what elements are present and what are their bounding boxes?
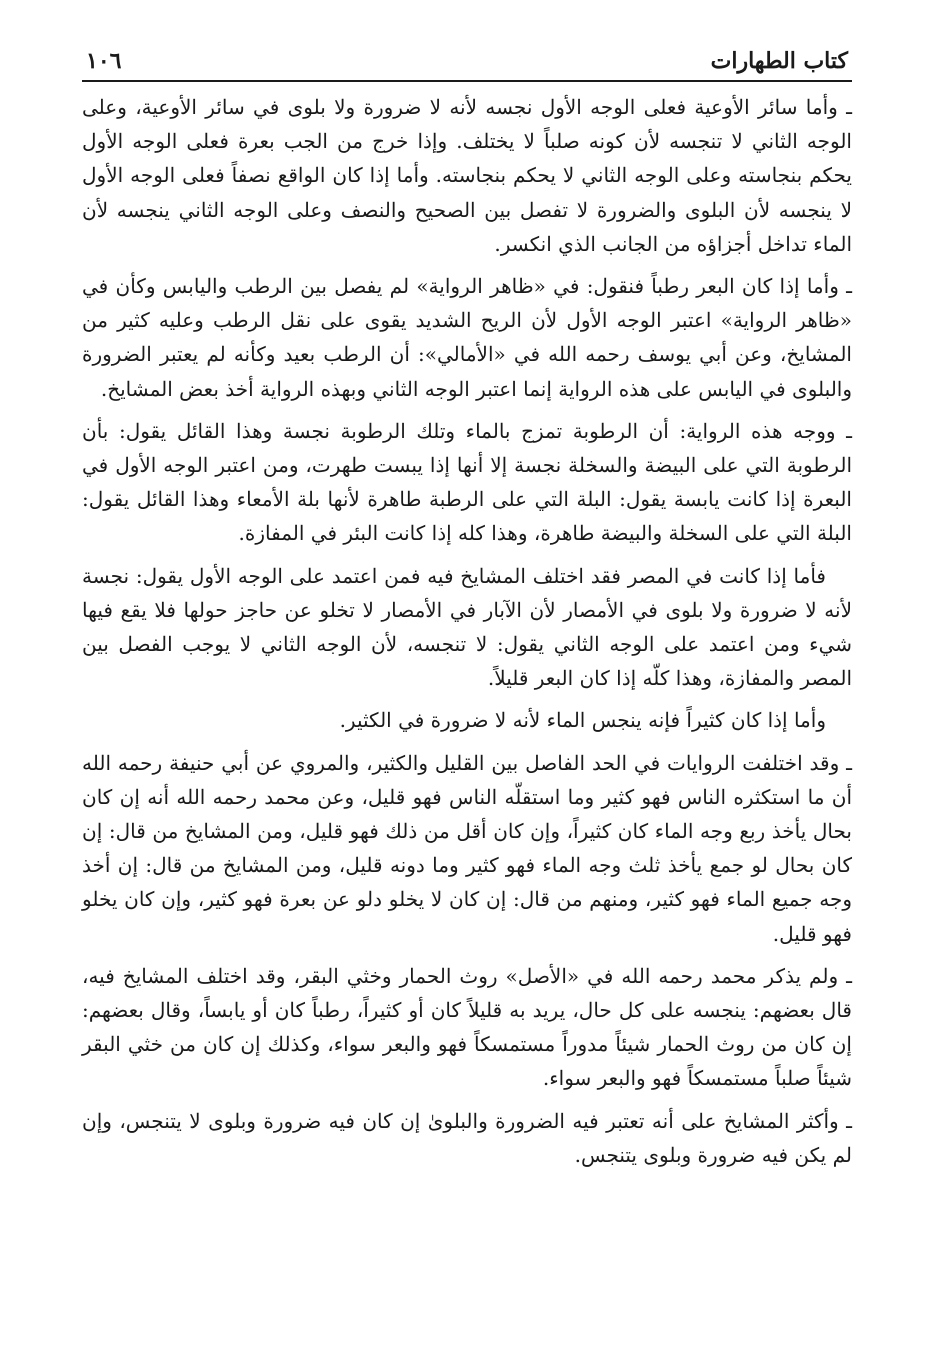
paragraph-1: ـ وأما سائر الأوعية فعلى الوجه الأول نجسه لأنه لا ضرورة ولا بلوى في سائر الأوعية، وعلى الوجه الثاني لا تنجسه لأن كونه صلباً لا يختلف. وإذا خرج من الجب بعرة فعلى الوجه الأول يحكم بنجاسته وعلى الوجه الثاني لا يحكم بنجاسته. وأما إذا كان الواقع نصفاً فعلى الوجه الأول لا ينجسه لأن البلوى والضرورة لا تفصل بين الصحيح والنصف وعلى الوجه الثاني ينجسه لأن الماء تداخل أجزاؤه من الجانب الذي انكسر. (82, 95, 852, 256)
paragraph-8: ـ وأكثر المشايخ على أنه تعتبر فيه الضرورة والبلوىٰ إن كان فيه ضرورة وبلوى لا يتنجس، وإن لم يكن فيه ضرورة وبلوى يتنجس. (82, 1108, 852, 1167)
book-title: كتاب الطهارات (710, 48, 848, 74)
paragraph-4: فأما إذا كانت في المصر فقد اختلف المشايخ فيه فمن اعتمد على الوجه الأول يقول: نجسة لأنه لا ضرورة ولا بلوى في الأمصار لأن الآبار في الأمصار لا تخلو عن حاجز حولها فلا يقع فيها شيء ومن اعتمد على الوجه الثاني يقول: لا تنجسه، لأن الوجه الثاني لا يوجب الفصل بين المصر والمفازة، وهذا كلّه إذا كان البعر قليلاً. (82, 563, 852, 691)
book-page (82, 38, 852, 1180)
page-body (82, 82, 852, 1172)
paragraph-5: وأما إذا كان كثيراً فإنه ينجس الماء لأنه لا ضرورة في الكثير. (339, 708, 826, 733)
page-header (82, 38, 852, 82)
paragraph-7: ـ ولم يذكر محمد رحمه الله في «الأصل» روث الحمار وخثي البقر، وقد اختلف المشايخ فيه، قال بعضهم: ينجسه على كل حال، يريد به قليلاً كان أو كثيراً، رطباً كان أو يابساً، وقال بعضهم: إن كان من روث الحمار شيئاً مدوراً مستمسكاً فهو والبعر سواء، وكذلك إن كان من خثي البقر شيئاً صلباً مستمسكاً فهو والبعر سواء. (82, 963, 852, 1091)
paragraph-3: ـ ووجه هذه الرواية: أن الرطوبة تمزج بالماء وتلك الرطوبة نجسة وهذا القائل يقول: بأن الرطوبة التي على البيضة والسخلة نجسة إلا أنها إذا يبست طهرت، ومن اعتبر الوجه الأول في البعرة إذا كانت يابسة يقول: البلة التي على الرطبة طاهرة لأنها بلة الأمعاء وهذا القائل يقول: البلة التي على السخلة والبيضة طاهرة، وهذا كله إذا كانت البئر في المفازة. (82, 418, 852, 546)
page-number: ١٠٦ (86, 48, 122, 74)
paragraph-2: ـ وأما إذا كان البعر رطباً فنقول: في «ظاهر الرواية» لم يفصل بين الرطب واليابس وكأن في «ظاهر الرواية» اعتبر الوجه الأول لأن الريح الشديد يقوى على نقل الرطب وعليه كثير من المشايخ، وعن أبي يوسف رحمه الله في «الأمالي»: أن الرطب بعيد وكأنه لم يعتبر الضرورة والبلوى في اليابس على هذه الرواية إنما اعتبر الوجه الثاني وبهذه الرواية أخذ بعض المشايخ. (82, 274, 852, 401)
paragraph-6: ـ وقد اختلفت الروايات في الحد الفاصل بين القليل والكثير، والمروي عن أبي حنيفة رحمه الله أن ما استكثره الناس فهو كثير وما استقلّه الناس فهو قليل، وعن محمد رحمه الله أنه إن كان بحال يأخذ ربع وجه الماء كان كثيراً، وإن كان أقل من ذلك فهو قليل، ومن المشايخ من قال: إن كان بحال لو جمع يأخذ ثلث وجه الماء فهو كثير وما دونه قليل، ومن المشايخ من قال: إن أخذ وجه جميع الماء فهو كثير، ومنهم من قال: إن كان لا يخلو دلو عن بعرة فهو كثير، وإن كان يخلو فهو قليل. (82, 750, 853, 946)
